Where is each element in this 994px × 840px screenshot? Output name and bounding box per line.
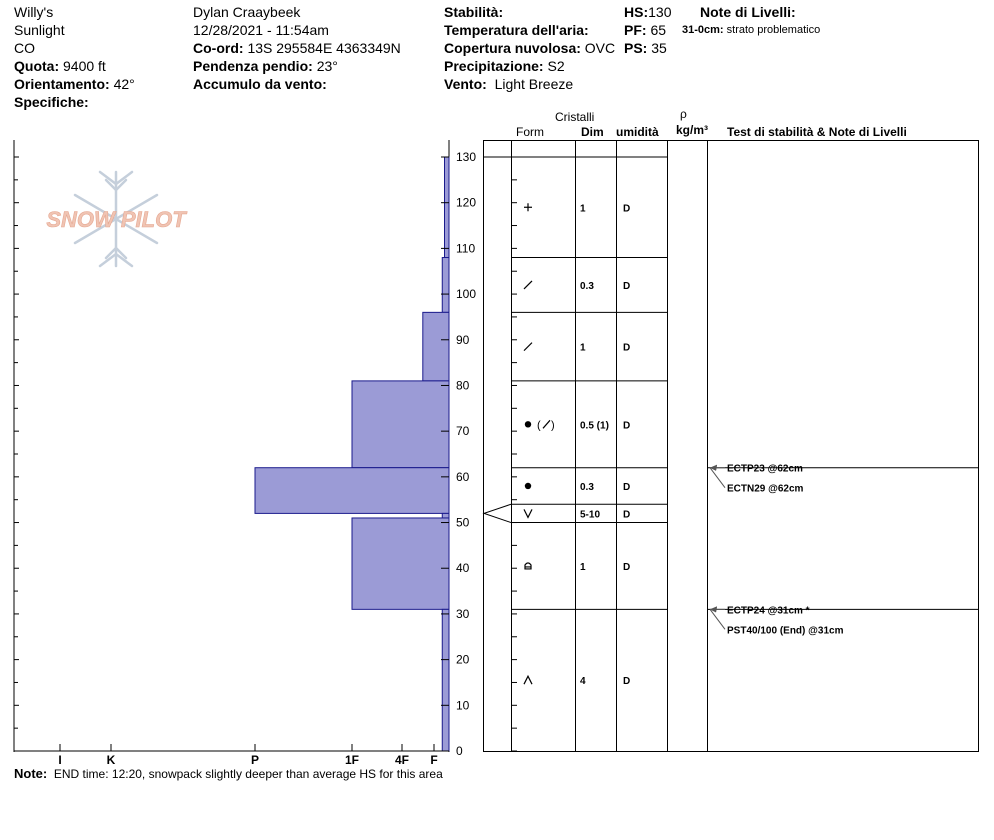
depth-tick-label: 0 [456, 744, 463, 758]
layer-notes-title: Note di Livelli: [700, 4, 796, 20]
depth-tick-label: 60 [456, 469, 470, 484]
v-mark [524, 509, 532, 517]
layer-moisture: D [623, 203, 631, 215]
hs-label: HS: [624, 4, 649, 20]
layer-moisture: D [623, 280, 631, 292]
layer-table-frame [484, 141, 979, 752]
layer-size: 1 [580, 342, 586, 354]
stability-label: Stabilità: [444, 4, 504, 20]
layer-size: 4 [580, 676, 586, 688]
depth-tick-label: 90 [456, 332, 470, 347]
depth-tick-label: 130 [456, 150, 477, 164]
layer-moisture: D [623, 676, 631, 688]
hardness-tick-label: I [58, 753, 62, 767]
layer-moisture: D [623, 481, 631, 493]
precip-label: Precipitazione: [444, 58, 544, 74]
elevation-label: Quota: [14, 58, 60, 74]
hardness-bars [255, 157, 449, 751]
hardness-tick-label: 4F [394, 753, 410, 767]
hardness-bar [255, 468, 449, 514]
depth-tick-label: 110 [456, 241, 476, 256]
slope-value: 23° [316, 58, 338, 74]
test-label: ECTP23 @62cm [727, 463, 803, 475]
area-name: Sunlight [14, 22, 65, 38]
layer-moisture: D [623, 342, 631, 354]
coord-value: 13S 295584E 4363349N [247, 40, 401, 56]
crystals-header: Cristalli [555, 110, 595, 124]
stability-notes-header: Test di stabilità & Note di Livelli [727, 125, 907, 139]
slash-stroke [543, 420, 550, 428]
location-name: Willy's [14, 4, 54, 20]
layer-note-depth: 31-0cm: [682, 24, 724, 36]
layer-size: 0.3 [580, 481, 594, 493]
logo-text: SNOW PILOT [46, 207, 186, 232]
grain-form-icon [525, 563, 531, 569]
ps-label: PS: [624, 40, 648, 56]
layer-size: 1 [580, 203, 586, 215]
sky-value: OVC [584, 40, 616, 56]
wind-label: Vento: [444, 76, 487, 92]
observation-datetime: 12/28/2021 - 11:54am [193, 22, 329, 38]
test-label: ECTP24 @31cm * [727, 605, 810, 617]
layer-moisture: D [623, 561, 631, 573]
test-label: PST40/100 (End) @31cm [727, 625, 844, 637]
layer-moisture: D [623, 509, 631, 521]
hardness-axis [58, 744, 437, 767]
rho-header: ρ [680, 107, 687, 121]
ps-value: 35 [651, 40, 667, 56]
left-minor-ticks [14, 157, 19, 751]
layer-size: 0.3 [580, 280, 594, 292]
note-text: END time: 12:20, snowpack slightly deeper than average HS for this area [53, 767, 443, 781]
layer-note-text: strato problematico [726, 24, 821, 36]
depth-tick-label: 50 [456, 515, 470, 530]
grain-form-icon [524, 676, 532, 684]
form-header: Form [516, 125, 544, 139]
grain-form-icon [524, 509, 532, 517]
depth-tick-label: 80 [456, 378, 470, 393]
layer-size: 0.5 (1) [580, 420, 609, 432]
snowpilot-logo [46, 172, 187, 266]
depth-tick-label: 30 [456, 606, 470, 621]
paren-open: ( [537, 419, 541, 432]
grain-form-icon [524, 281, 532, 289]
grain-form-icon [524, 343, 532, 351]
hardness-tick-label: K [106, 753, 116, 767]
hardness-bar [442, 513, 449, 518]
caret-mark [524, 676, 532, 684]
depth-tick-label: 20 [456, 652, 470, 667]
grain-form-icon [525, 483, 531, 489]
air-temp-label: Temperatura dell'aria: [444, 22, 589, 38]
aspect-label: Orientamento: [14, 76, 110, 92]
slash-stroke [524, 343, 532, 351]
grain-form-icon [525, 419, 555, 431]
depth-tick-label: 70 [456, 424, 470, 439]
layer-moisture: D [623, 420, 631, 432]
paren-close: ) [551, 419, 555, 432]
wind-value: Light Breeze [494, 76, 574, 92]
footer-note [14, 766, 443, 782]
hardness-bar [442, 258, 449, 313]
hardness-bar [352, 518, 449, 609]
hardness-tick-label: 1F [344, 753, 360, 767]
hardness-bar [352, 381, 449, 468]
hardness-tick-label: F [430, 753, 438, 767]
depth-tick-label: 40 [456, 561, 470, 576]
state-name: CO [14, 40, 35, 56]
hardness-bar [442, 609, 449, 751]
precip-value: S2 [547, 58, 565, 74]
hardness-tick-label: P [250, 753, 260, 767]
density-unit-header: kg/m³ [676, 123, 709, 137]
test-arrow [710, 609, 725, 629]
depth-tick-label: 120 [456, 195, 477, 210]
test-label: ECTN29 @62cm [727, 483, 804, 495]
hs-value: 130 [648, 4, 672, 20]
note-label: Note: [14, 766, 48, 781]
specifics-label: Specifiche: [14, 94, 89, 110]
grain-form-icon [524, 203, 532, 211]
depth-tick-label: 10 [456, 698, 470, 713]
depth-tick-label: 100 [456, 287, 477, 302]
pf-label: PF: [624, 22, 647, 38]
hardness-bar [445, 157, 450, 258]
pf-value: 65 [650, 22, 667, 38]
stability-tests [707, 464, 978, 637]
hardness-bar [423, 312, 449, 381]
aspect-value: 42° [113, 76, 135, 92]
coord-label: Co-ord: [193, 40, 244, 56]
slash-stroke [524, 281, 532, 289]
sky-label: Copertura nuvolosa: [444, 40, 581, 56]
boundary-callout [484, 504, 511, 522]
layer-size: 5-10 [580, 509, 601, 521]
elevation-value: 9400 ft [63, 58, 106, 74]
wind-loading-label: Accumulo da vento: [193, 76, 327, 92]
layer-size: 1 [580, 561, 586, 573]
test-arrow [710, 468, 725, 488]
size-header: Dim [581, 125, 604, 139]
dot-mark [525, 483, 531, 489]
dot-mark [525, 421, 531, 427]
cup-mark [525, 563, 531, 569]
slope-label: Pendenza pendio: [193, 58, 313, 74]
observer-name: Dylan Craaybeek [193, 4, 301, 20]
moisture-header: umidità [616, 125, 659, 139]
